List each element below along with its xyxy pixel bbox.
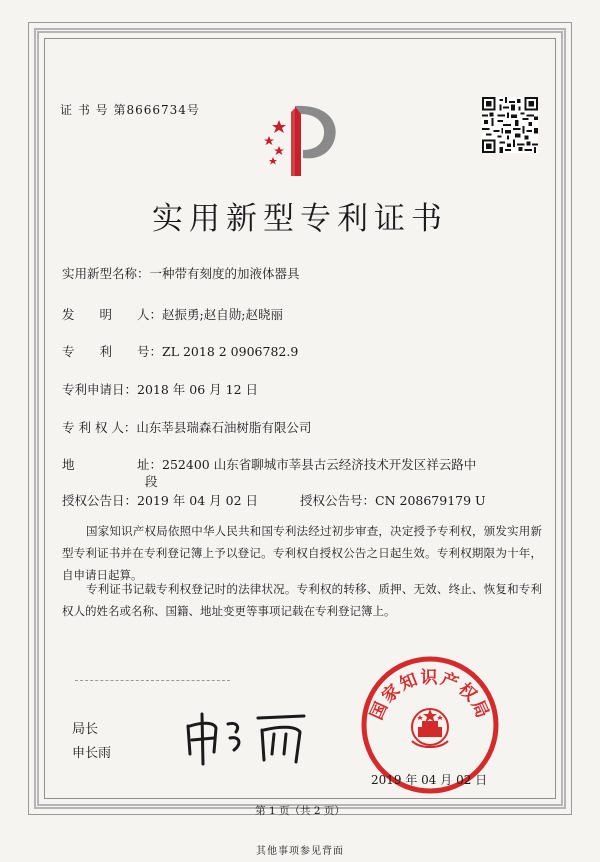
qr-code-icon bbox=[482, 97, 538, 153]
filing-date-value: 2018 年 06 月 12 日 bbox=[137, 382, 259, 397]
signatory-name: 申长雨 bbox=[72, 746, 112, 761]
patent-number-value: ZL 2018 2 0906782.9 bbox=[162, 344, 299, 359]
inventors-label: 发 明 人： bbox=[62, 307, 163, 322]
handwritten-signature bbox=[180, 708, 310, 768]
grant-date-label: 授权公告日： bbox=[62, 493, 138, 508]
grant-number-value: CN 208679179 U bbox=[375, 493, 486, 508]
field-patent-number bbox=[62, 342, 298, 360]
patentee-label: 专 利 权 人： bbox=[62, 420, 137, 435]
seal-date: 2019 年 04 月 02 日 bbox=[371, 773, 488, 787]
field-utility-model-name bbox=[62, 264, 300, 282]
field-filing-date bbox=[62, 380, 258, 398]
inventors-value: 赵振勇;赵自勋;赵晓丽 bbox=[162, 307, 283, 322]
certificate-number-value: 8666734 bbox=[126, 103, 187, 117]
address-label: 地 址： bbox=[62, 457, 163, 472]
body-paragraph-2: 专利证书记载专利权登记时的法律状况。专利权的转移、质押、无效、终止、恢复和专利权人的姓名或名称、国籍、地址变更等事项记载在专利登记簿上。 bbox=[62, 582, 542, 618]
seal-text: 国家知识产权局 bbox=[366, 667, 494, 723]
grant-date-value: 2019 年 04 月 02 日 bbox=[137, 493, 259, 508]
address-value-line1: 252400 山东省聊城市莘县古云经济技术开发区祥云路中 bbox=[162, 457, 477, 472]
page-number: 第 1 页（共 2 页） bbox=[255, 805, 345, 817]
certificate-number-label: 证 书 号 第 bbox=[60, 103, 127, 117]
certificate-number-suffix: 号 bbox=[186, 103, 200, 117]
cnipa-logo-icon bbox=[255, 98, 341, 180]
filing-date-label: 专利申请日： bbox=[62, 382, 138, 397]
field-inventors bbox=[62, 305, 283, 323]
body-paragraph-1: 国家知识产权局依照中华人民共和国专利法经过初步审查，决定授予专利权，颁发实用新型专利证书并在专利登记簿上予以登记。专利权自授权公告之日起生效。专利权期限为十年，自申请日起算。 bbox=[62, 524, 542, 582]
field-grant-number bbox=[300, 491, 486, 509]
address-value-line2: 段 bbox=[145, 474, 158, 489]
utility-model-name-label: 实用新型名称： bbox=[62, 266, 150, 281]
footer-note: 其他事项参见背面 bbox=[256, 846, 344, 857]
patentee-value: 山东莘县瑞森石油树脂有限公司 bbox=[136, 420, 312, 435]
certificate-title: 实用新型专利证书 bbox=[152, 201, 448, 237]
grant-number-label: 授权公告号： bbox=[300, 493, 376, 508]
certificate-number bbox=[60, 101, 200, 118]
field-patentee bbox=[62, 418, 311, 436]
utility-model-name-value: 一种带有刻度的加液体器具 bbox=[149, 266, 300, 281]
signatory-role: 局长 bbox=[72, 722, 99, 737]
field-address bbox=[62, 455, 476, 473]
patent-number-label: 专 利 号： bbox=[62, 344, 163, 359]
divider bbox=[75, 680, 230, 683]
field-grant-date bbox=[62, 491, 258, 509]
